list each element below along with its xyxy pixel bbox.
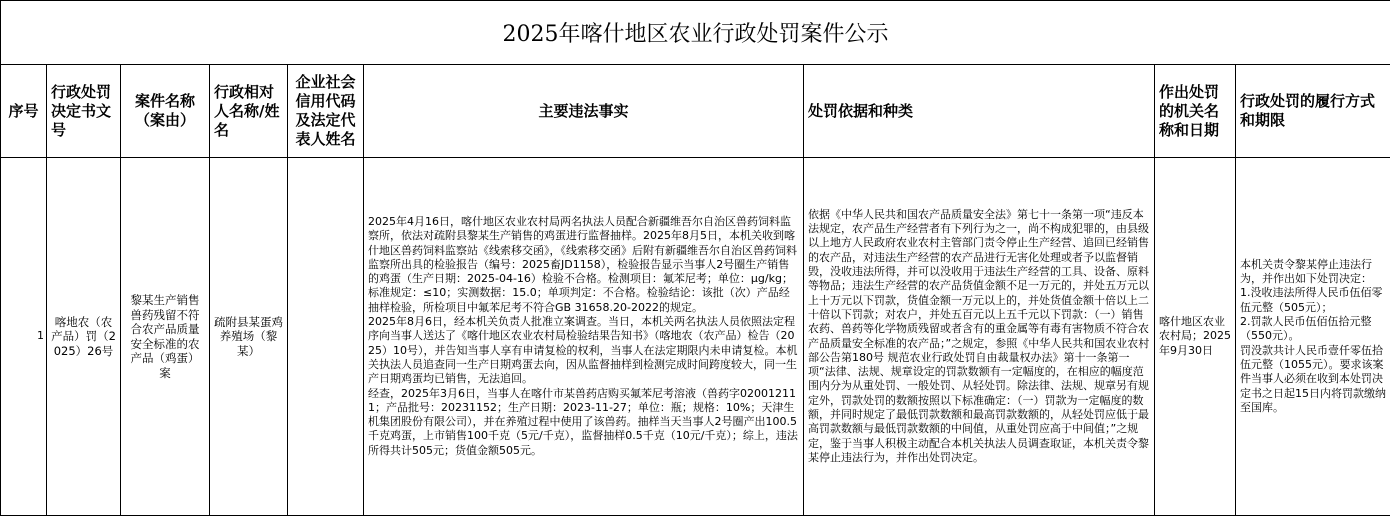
facts-paragraph: 2025年8月6日，经本机关负责人批准立案调查。当日，本机关两名执法人员依照法定程序向当事人送达了《喀什地区农业农村局检验结果告知书》（喀地农（农产品）检告（2025）10号），并告知当事人享有申请复检的权利，当事人在法定期限内未申请复检。本机关执法人员追查同一生产日期鸡蛋去向，因从监督抽样到检测完成时间跨度较大，同一生产日期鸡蛋均已销售，无法追回。	[368, 315, 799, 386]
header-performance: 行政处罚的履行方式和期限	[1236, 65, 1390, 158]
page-title: 2025年喀什地区农业行政处罚案件公示	[1, 1, 1390, 65]
header-case-name: 案件名称（案由）	[121, 65, 210, 158]
header-index: 序号	[1, 65, 47, 158]
row-doc-no: 喀地农（农产品）罚（2025）26号	[47, 158, 121, 516]
row-party: 疏附县某蛋鸡养殖场（黎某）	[210, 158, 288, 516]
header-facts: 主要违法事实	[364, 65, 804, 158]
header-authority: 作出处罚的机关名称和日期	[1155, 65, 1236, 158]
row-authority: 喀什地区农业农村局；2025年9月30日	[1155, 158, 1236, 516]
performance-line: 1.没收违法所得人民币伍佰零伍元整（505元）；	[1240, 286, 1386, 315]
header-row	[1, 65, 1390, 158]
facts-paragraph: 经查，2025年3月6日，当事人在喀什市某兽药店购买氟苯尼考溶液（兽药字020012111；产品批号：20231152；生产日期：2023-11-27；单位：瓶；规格：10%；天津生机集团股份有限公司），并在养殖过程中使用了该兽药。抽样当天当事人2号圈产出100.5千克鸡蛋，上市销售100千克（5元/千克），监督抽样0.5千克（10元/千克）；综上，违法所得共计505元；货值金额505元。	[368, 387, 799, 458]
performance-line: 2.罚款人民币伍佰伍拾元整（550元）。	[1240, 315, 1386, 344]
header-credit-code: 企业社会信用代码及法定代表人姓名	[288, 65, 364, 158]
header-basis: 处罚依据和种类	[804, 65, 1155, 158]
row-case-name: 黎某生产销售兽药残留不符合农产品质量安全标准的农产品（鸡蛋）案	[121, 158, 210, 516]
performance-line: 本机关责令黎某停止违法行为，并作出如下处罚决定：	[1240, 258, 1386, 287]
row-index: 1	[1, 158, 47, 516]
title-row	[1, 1, 1390, 65]
header-doc-no: 行政处罚决定书文号	[47, 65, 121, 158]
facts-paragraph: 2025年4月16日，喀什地区农业农村局两名执法人员配合新疆维吾尔自治区兽药饲料监察所，依法对疏附县黎某生产销售的鸡蛋进行监督抽样。2025年8月5日，本机关收到喀什地区兽药饲料监察站《线索移交函》，《线索移交函》后附有新疆维吾尔自治区兽药饲料监察所出具的检验报告（编号：2025畜JD1158），检验报告显示当事人2号圈生产销售的鸡蛋（生产日期：2025-04-16）检验不合格。检测项目：氟苯尼考；单位：μg/kg；标准规定：≤10；实测数据：15.0；单项判定：不合格。检验结论：该批（次）产品经抽样检验，所检项目中氟苯尼考不符合GB 31658.20-2022的规定。	[368, 215, 799, 315]
row-facts	[364, 158, 804, 516]
header-party: 行政相对人名称/姓名	[210, 65, 288, 158]
table-row	[1, 158, 1390, 516]
row-basis: 依据《中华人民共和国农产品质量安全法》第七十一条第一项“违反本法规定，农产品生产经营者有下列行为之一，尚不构成犯罪的，由县级以上地方人民政府农业农村主管部门责令停止生产经营、追回已经销售的农产品，对违法生产经营的农产品进行无害化处理或者予以监督销毁，没收违法所得，并可以没收用于违法生产经营的工具、设备、原料等物品；违法生产经营的农产品货值金额不足一万元的，并处五万元以上十万元以下罚款，货值金额一万元以上的，并处货值金额十倍以上二十倍以下罚款；对农户，并处五百元以上五千元以下罚款：（一）销售农药、兽药等化学物质残留或者含有的重金属等有毒有害物质不符合农产品质量安全标准的农产品；”之规定，参照《中华人民共和国农业农村部公告第180号 规范农业行政处罚自由裁量权办法》第十一条第一项“法律、法规、规章设定的罚款数额有一定幅度的，在相应的幅度范围内分为从重处罚、一般处罚、从轻处罚。除法律、法规、规章另有规定外，罚款处罚的数额按照以下标准确定：（一）罚款为一定幅度的数额，并同时规定了最低罚款数额和最高罚款数额的，从轻处罚应低于最高罚款数额与最低罚款数额的中间值，从重处罚应高于中间值；”之规定，鉴于当事人积极主动配合本机关执法人员调查取证，本机关责令黎某停止违法行为，并作出处罚决定。	[804, 158, 1155, 516]
row-credit-code	[288, 158, 364, 516]
row-performance	[1236, 158, 1390, 516]
performance-line: 罚没款共计人民币壹仟零伍拾伍元整（1055元）。要求该案件当事人必须在收到本处罚决定书之日起15日内将罚款缴纳至国库。	[1240, 344, 1386, 415]
